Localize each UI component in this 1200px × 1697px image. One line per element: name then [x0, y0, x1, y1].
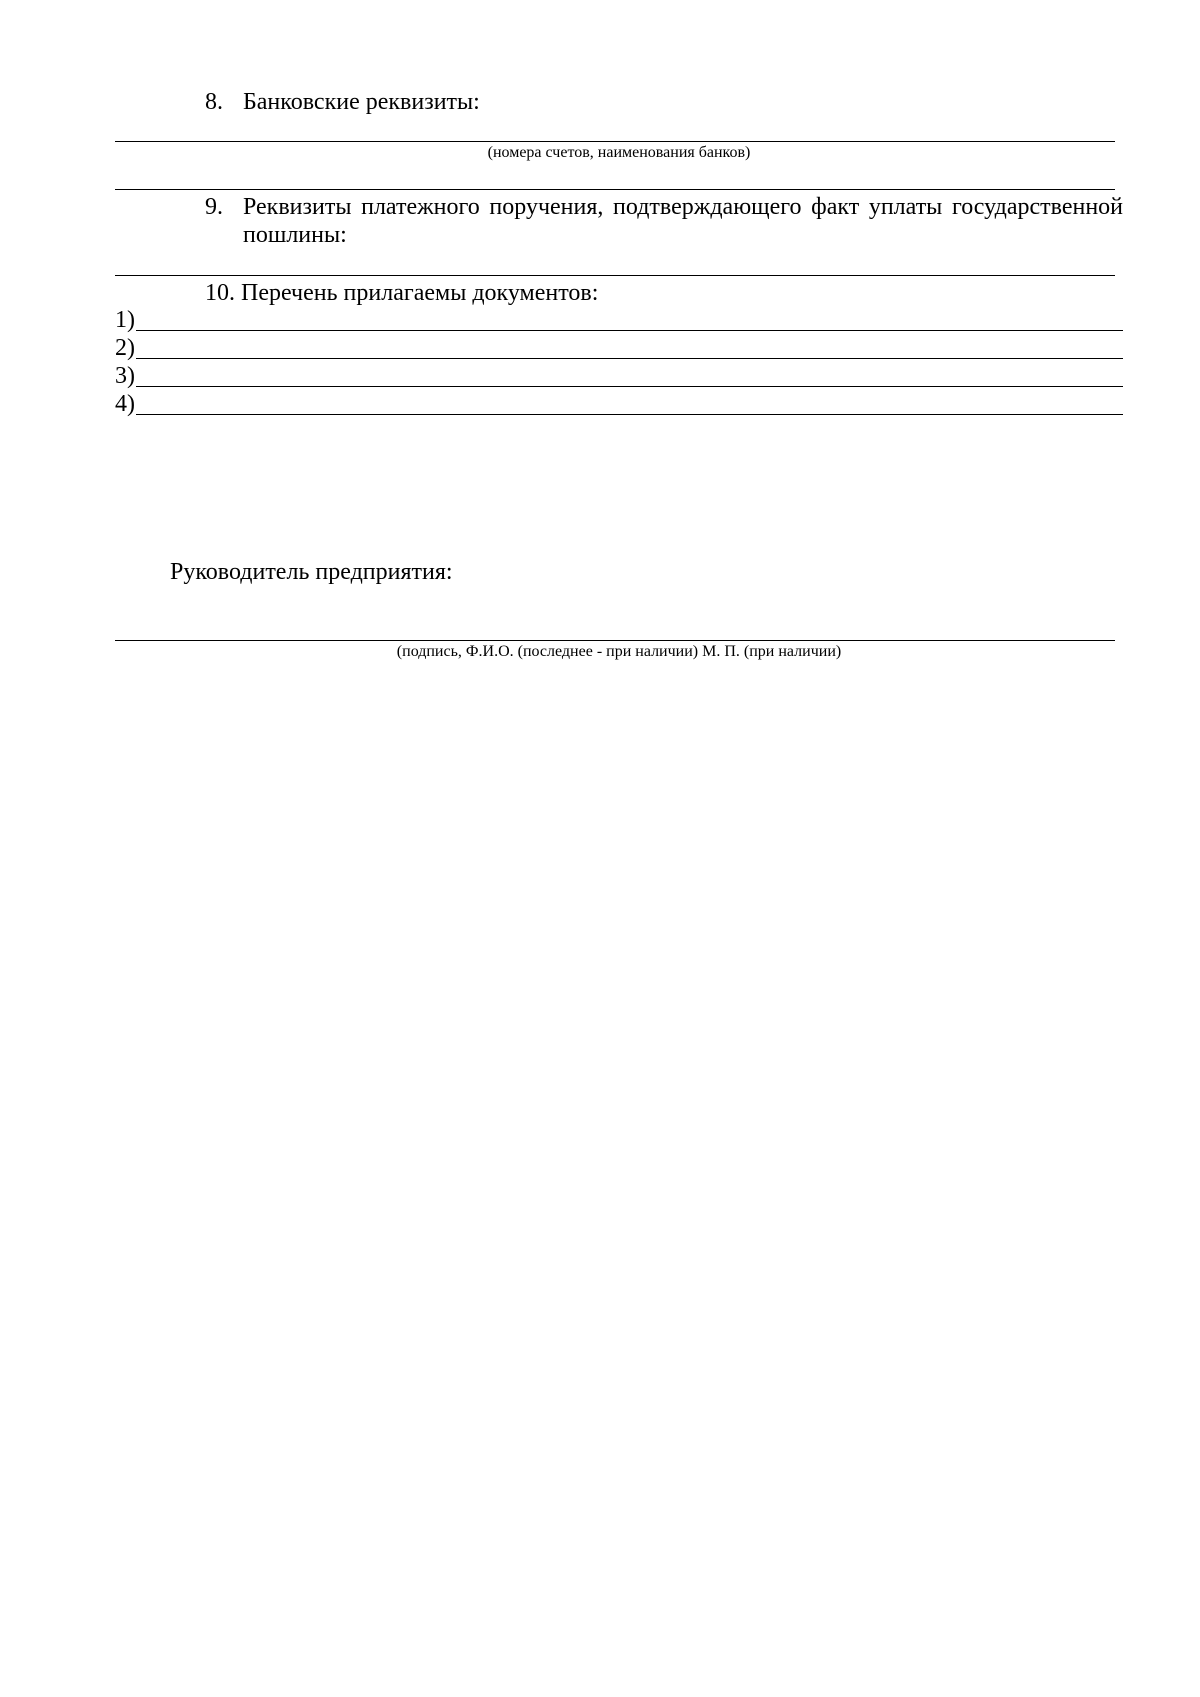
signature-title: Руководитель предприятия: — [170, 559, 453, 585]
bank-details-line[interactable] — [115, 141, 1115, 142]
section-9-number: 9. — [205, 194, 223, 220]
list-item-line[interactable] — [136, 414, 1123, 415]
signature-caption: (подпись, Ф.И.О. (последнее - при наличии) М. П. (при наличии) — [396, 643, 842, 660]
section-9-text-line-2: пошлины: — [243, 222, 347, 248]
list-item-number: 1) — [115, 307, 135, 333]
bank-details-caption: (номера счетов, наименования банков) — [487, 144, 751, 161]
payment-order-line[interactable] — [115, 275, 1115, 276]
list-item-line[interactable] — [136, 330, 1123, 331]
bank-details-line-2[interactable] — [115, 189, 1115, 190]
list-item-number: 3) — [115, 363, 135, 389]
signature-line[interactable] — [115, 640, 1115, 641]
document-list-item-1[interactable] — [115, 307, 1123, 333]
section-9-text-line-1: Реквизиты платежного поручения, подтверждающего факт уплаты государственной — [243, 194, 1123, 220]
document-list-item-3[interactable] — [115, 363, 1123, 389]
document-list-item-2[interactable] — [115, 335, 1123, 361]
list-item-number: 4) — [115, 391, 135, 417]
list-item-line[interactable] — [136, 386, 1123, 387]
list-item-number: 2) — [115, 335, 135, 361]
section-8-title: Банковские реквизиты: — [243, 89, 480, 115]
document-list-item-4[interactable] — [115, 391, 1123, 417]
list-item-line[interactable] — [136, 358, 1123, 359]
section-8-number: 8. — [205, 89, 223, 115]
section-10-title: 10. Перечень прилагаемы документов: — [205, 280, 599, 306]
